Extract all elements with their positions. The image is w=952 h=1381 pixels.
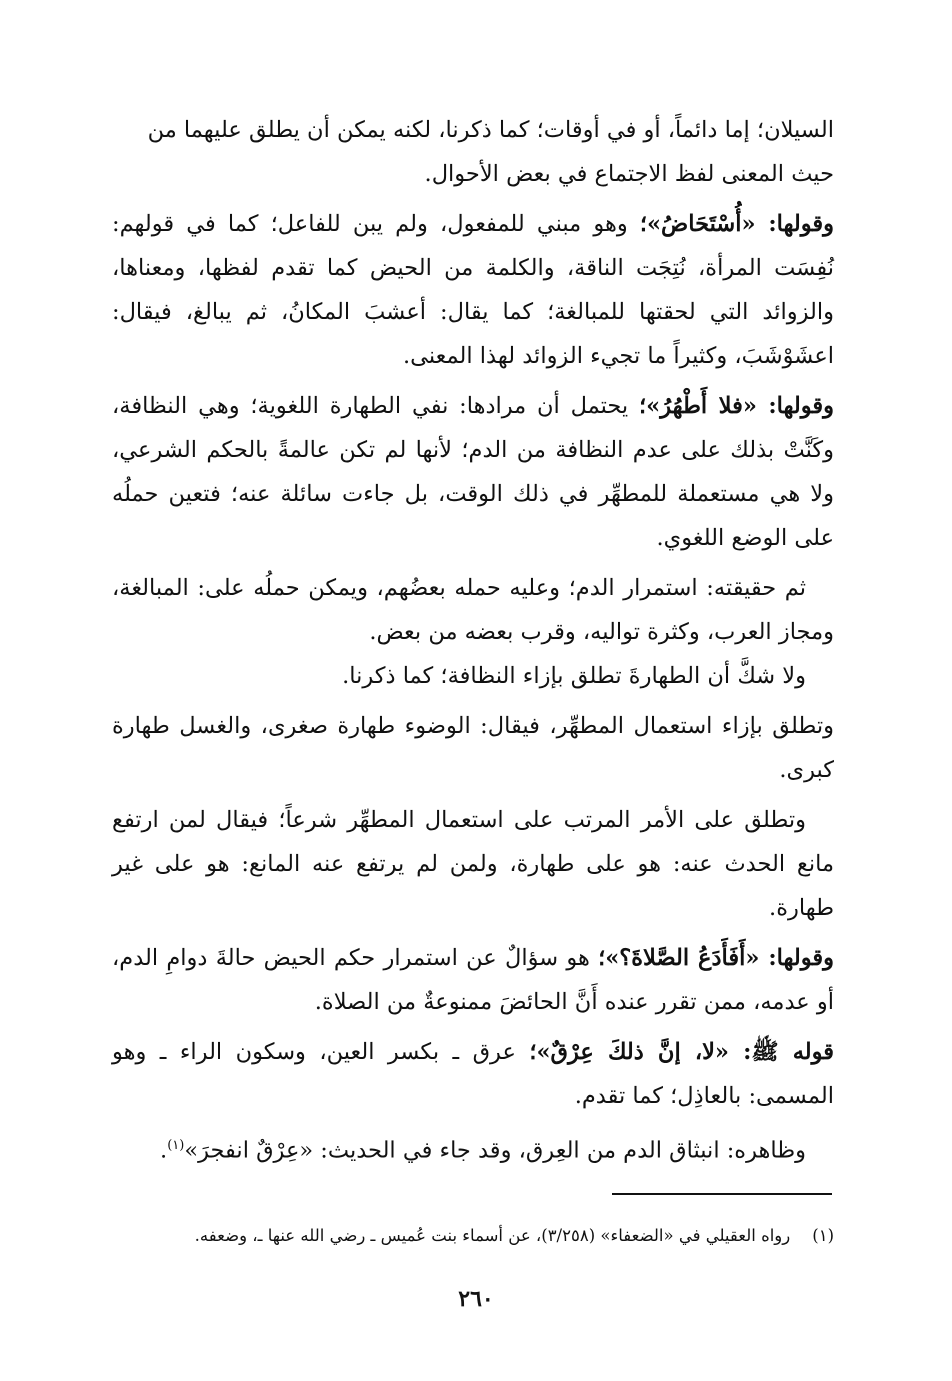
paragraph-1-line-2: حيث المعنى لفظ الاجتماع في بعض الأحوال. (424, 161, 834, 187)
paragraph-8 (112, 936, 834, 1024)
paragraph-9 (112, 1030, 834, 1118)
footnote-number: (١) (812, 1226, 834, 1245)
paragraph-2 (112, 202, 834, 378)
paragraph-1 (112, 108, 834, 196)
paragraph-5-text: ولا شكَّ أن الطهارةَ تطلق بإزاء النظافة؛ كما ذكرنا. (342, 663, 806, 689)
paragraph-10-text: وظاهره: انبثاق الدم من العِرق، وقد جاء في الحديث: «عِرْقٌ انفجرَ» (184, 1137, 806, 1164)
paragraph-9-text: عرق ـ بكسر العين، وسكون الراء ـ وهو المسمى: بالعاذِل؛ كما تقدم. (112, 1039, 834, 1109)
paragraph-8-lead: وقولها: «أَفَأَدَعُ الصَّلاةَ؟»؛ (598, 945, 834, 971)
page-number: ٢٦٠ (458, 1286, 494, 1312)
paragraph-7-text: وتطلق على الأمر المرتب على استعمال المطهِّر شرعاً؛ فيقال لمن ارتفع مانع الحدث عنه: هو على طهارة، ولمن لم يرتفع عنه المانع: هو على غير طهارة. (112, 807, 834, 921)
paragraph-4-text: ثم حقيقته: استمرار الدم؛ وعليه حمله بعضُهم، ويمكن حملُه على: المبالغة، ومجاز العرب، وكثرة تواليه، وقرب بعضه من بعض. (112, 575, 834, 645)
paragraph-3 (112, 384, 834, 560)
paragraph-10-end: . (160, 1137, 168, 1164)
paragraph-10 (112, 1124, 834, 1173)
paragraph-2-lead: وقولها: «أُسْتَحَاضُ»؛ (639, 211, 835, 237)
footnote (112, 1222, 834, 1250)
paragraph-1-line-1: السيلان؛ إما دائماً، أو في أوقات؛ كما ذكرنا، لكنه يمكن أن يطلق عليهما من (147, 117, 834, 143)
paragraph-2-text: وهو مبني للمفعول، ولم يبن للفاعل؛ كما في قولهم: نُفِسَت المرأة، نُتِجَت الناقة، والكلمة من الحيض كما تقدم لفظها، ومعناها، والزوائد التي لحقتها للمبالغة؛ كما يقال: أعشبَ المكانُ، ثم يبالغ، فيقال: اعشَوْشَبَ، وكثيراً ما تجيء الزوائد لهذا المعنى. (112, 211, 834, 369)
paragraph-7 (112, 798, 834, 930)
paragraph-8-text: هو سؤالٌ عن استمرار حكم الحيض حالةَ دوامِ الدم، أو عدمه، ممن تقرر عنده أَنَّ الحائضَ ممنوعةٌ من الصلاة. (112, 945, 834, 1015)
paragraph-3-lead: وقولها: «فلا أَطْهُرُ»؛ (639, 393, 835, 419)
paragraph-6 (112, 704, 834, 792)
footnote-text: رواه العقيلي في «الضعفاء» (٣/٢٥٨)، عن أسماء بنت عُميس ـ رضي الله عنها ـ، وضعفه. (194, 1226, 791, 1245)
paragraph-6-text: وتطلق بإزاء استعمال المطهِّر، فيقال: الوضوء طهارة صغرى، والغسل طهارة كبرى. (112, 713, 834, 783)
paragraph-5 (112, 654, 834, 698)
footnote-reference[interactable]: (١) (167, 1138, 185, 1153)
body-text (112, 108, 834, 1173)
paragraph-3-text: يحتمل أن مرادها: نفي الطهارة اللغوية؛ وهي النظافة، وكَنَّتْ بذلك على عدم النظافة من الدم؛ لأنها لم تكن عالمةً بالحكم الشرعي، ولا هي مستعملة للمطهِّر في ذلك الوقت، بل جاءت سائلة عنه؛ فتعين حملُه على الوضع اللغوي. (112, 393, 834, 551)
footnote-separator (612, 1193, 832, 1195)
paragraph-4 (112, 566, 834, 654)
paragraph-9-lead: قوله ﷺ: «لا، إنَّ ذلكَ عِرْقٌ»؛ (529, 1039, 835, 1065)
